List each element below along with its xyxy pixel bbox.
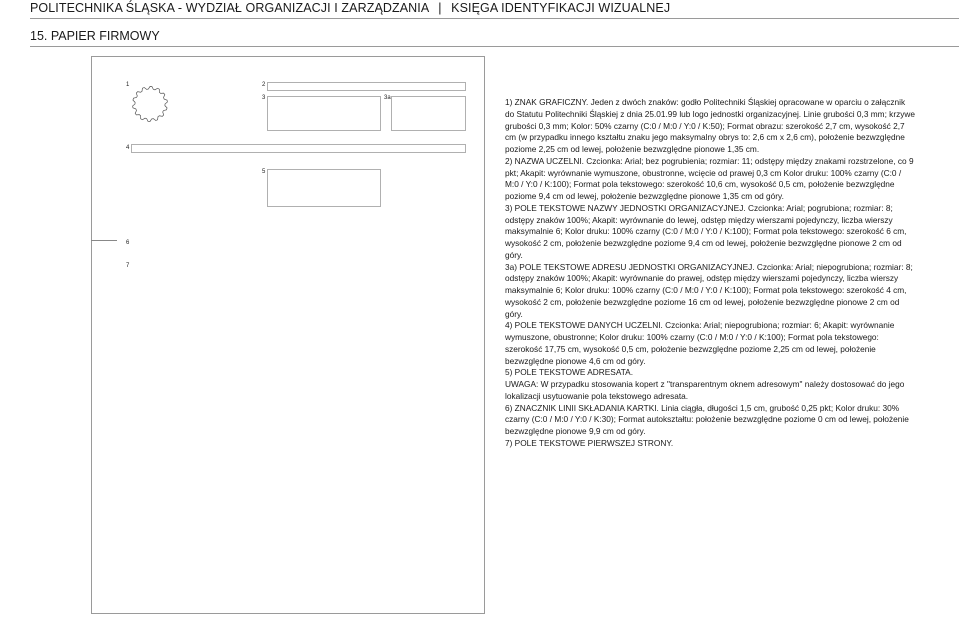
field-university-data — [131, 144, 466, 153]
desc-item-5: 5) POLE TEKSTOWE ADRESATA. — [505, 367, 634, 378]
marker-5: 5 — [262, 169, 266, 175]
section-rule — [30, 46, 959, 47]
desc-item-4: 4) POLE TEKSTOWE DANYCH UCZELNI. Czcionka: Arial; niepogrubiona; rozmiar: 6; Akapit: wyrównanie wymuszone, obustronne; Kolor druku: 100% czarny (C:0 / M:0 / Y:0 / K:100); Format pola tekstowego: szerokość 17,75 cm, wysokość 0,5 cm, położenie bezwzględne poziome 2,25 cm od lewej, położenie bezwzględne pionowe 4,6 cm od góry. — [505, 320, 895, 366]
fold-line-marker — [91, 240, 117, 241]
field-unit-name — [267, 96, 381, 131]
page-header — [30, 1, 670, 15]
header-rule — [30, 18, 959, 19]
desc-item-3a: 3a) POLE TEKSTOWE ADRESU JEDNOSTKI ORGANIZACYJNEJ. Czcionka: Arial; niepogrubiona; rozmiar: 8; odstępy znaków 100%; Akapit: wyrównanie do prawej, odstęp między wierszami pojedynczy, liczba wierszy maksymalnie 6; Kolor druku: 100% czarny (C:0 / M:0 / Y:0 / K:100); Format pola tekstowego: szerokość 4 cm, wysokość 2 cm, położenie bezwzględne poziome 16 cm od lewej, położenie bezwzględne pionowe 2 cm od góry. — [505, 261, 913, 319]
desc-item-1: 1) ZNAK GRAFICZNY. Jeden z dwóch znaków: godło Politechniki Śląskiej opracowane w oparciu o załącznik do Statutu Politechniki Śląskiej z dnia 25.01.99 lub logo jednostki organizacyjnej. Linie grubości 0,3 mm; krzywe grubości 0,3 mm; Kolor: 50% czarny (C:0 / M:0 / Y:0 / K:50); Format obrazu: szerokość 2,7 cm, wysokość 2,7 cm (w przypadku innego kształtu znaku jego maksymalny obrys to: 2,6 cm x 2,6 cm), położenie bezwzględne poziome 2,25 cm od lewej, położenie bezwzględne pionowe 1,35 cm. — [505, 97, 915, 154]
marker-1: 1 — [126, 82, 130, 88]
institution-name: POLITECHNIKA ŚLĄSKA - WYDZIAŁ ORGANIZACJI I ZARZĄDZANIA — [30, 1, 429, 15]
field-university-name — [267, 82, 466, 91]
description-block — [505, 97, 915, 450]
field-addressee — [267, 169, 381, 207]
letterhead-sheet — [91, 56, 485, 614]
desc-item-2: 2) NAZWA UCZELNI. Czcionka: Arial; bez pogrubienia; rozmiar: 11; odstępy między znakami rozstrzelone, co 9 pkt; Akapit: wyrównanie wymuszone, obustronne, wcięcie od prawej 0,3 cm Kolor druku: 100% czarny (C:0 / M:0 / Y:0 / K:100); Format pola tekstowego: szerokość 10,6 cm, wysokość 0,5 cm, położenie bezwzględne poziome 9,4 cm od lewej, położenie bezwzględne pionowe 1,35 cm od góry. — [505, 155, 914, 201]
marker-2: 2 — [262, 82, 266, 88]
desc-item-7: 7) POLE TEKSTOWE PIERWSZEJ STRONY. — [505, 437, 674, 448]
field-unit-address — [391, 96, 466, 131]
desc-note: UWAGA: W przypadku stosowania kopert z "transparentnym oknem adresowym" należy dostosować do jego lokalizacji usytuowanie pola tekstowego adresata. — [505, 379, 905, 401]
section-title: 15. PAPIER FIRMOWY — [30, 29, 160, 43]
document-title: KSIĘGA IDENTYFIKACJI WIZUALNEJ — [451, 1, 671, 15]
header-separator: | — [438, 1, 442, 15]
marker-4: 4 — [126, 145, 130, 151]
marker-3a: 3a — [384, 95, 391, 101]
desc-item-6: 6) ZNACZNIK LINII SKŁADANIA KARTKI. Linia ciągła, długości 1,5 cm, grubość 0,25 pkt; Kolor druku: 30% czarny (C:0 / M:0 / Y:0 / K:30); Format autokształtu: położenie bezwzględne poziome 0 cm od lewej, położenie bezwzględne pionowe 9,9 cm od góry. — [505, 402, 909, 436]
desc-item-3: 3) POLE TEKSTOWE NAZWY JEDNOSTKI ORGANIZACYJNEJ. Czcionka: Arial; pogrubiona; rozmiar: 8; odstępy znaków 100%; Akapit: wyrównanie do lewej, odstęp między wierszami pojedynczy, liczba wierszy maksymalnie 6; Kolor druku: 100% czarny (C:0 / M:0 / Y:0 / K:100); Format pola tekstowego: szerokość 6 cm, wysokość 2 cm, położenie bezwzględne poziome 9,4 cm od lewej, położenie bezwzględne pionowe 2 cm od góry. — [505, 202, 907, 260]
marker-3: 3 — [262, 95, 266, 101]
gear-emblem-icon — [131, 85, 169, 123]
marker-7: 7 — [126, 263, 130, 269]
marker-6: 6 — [126, 240, 130, 246]
